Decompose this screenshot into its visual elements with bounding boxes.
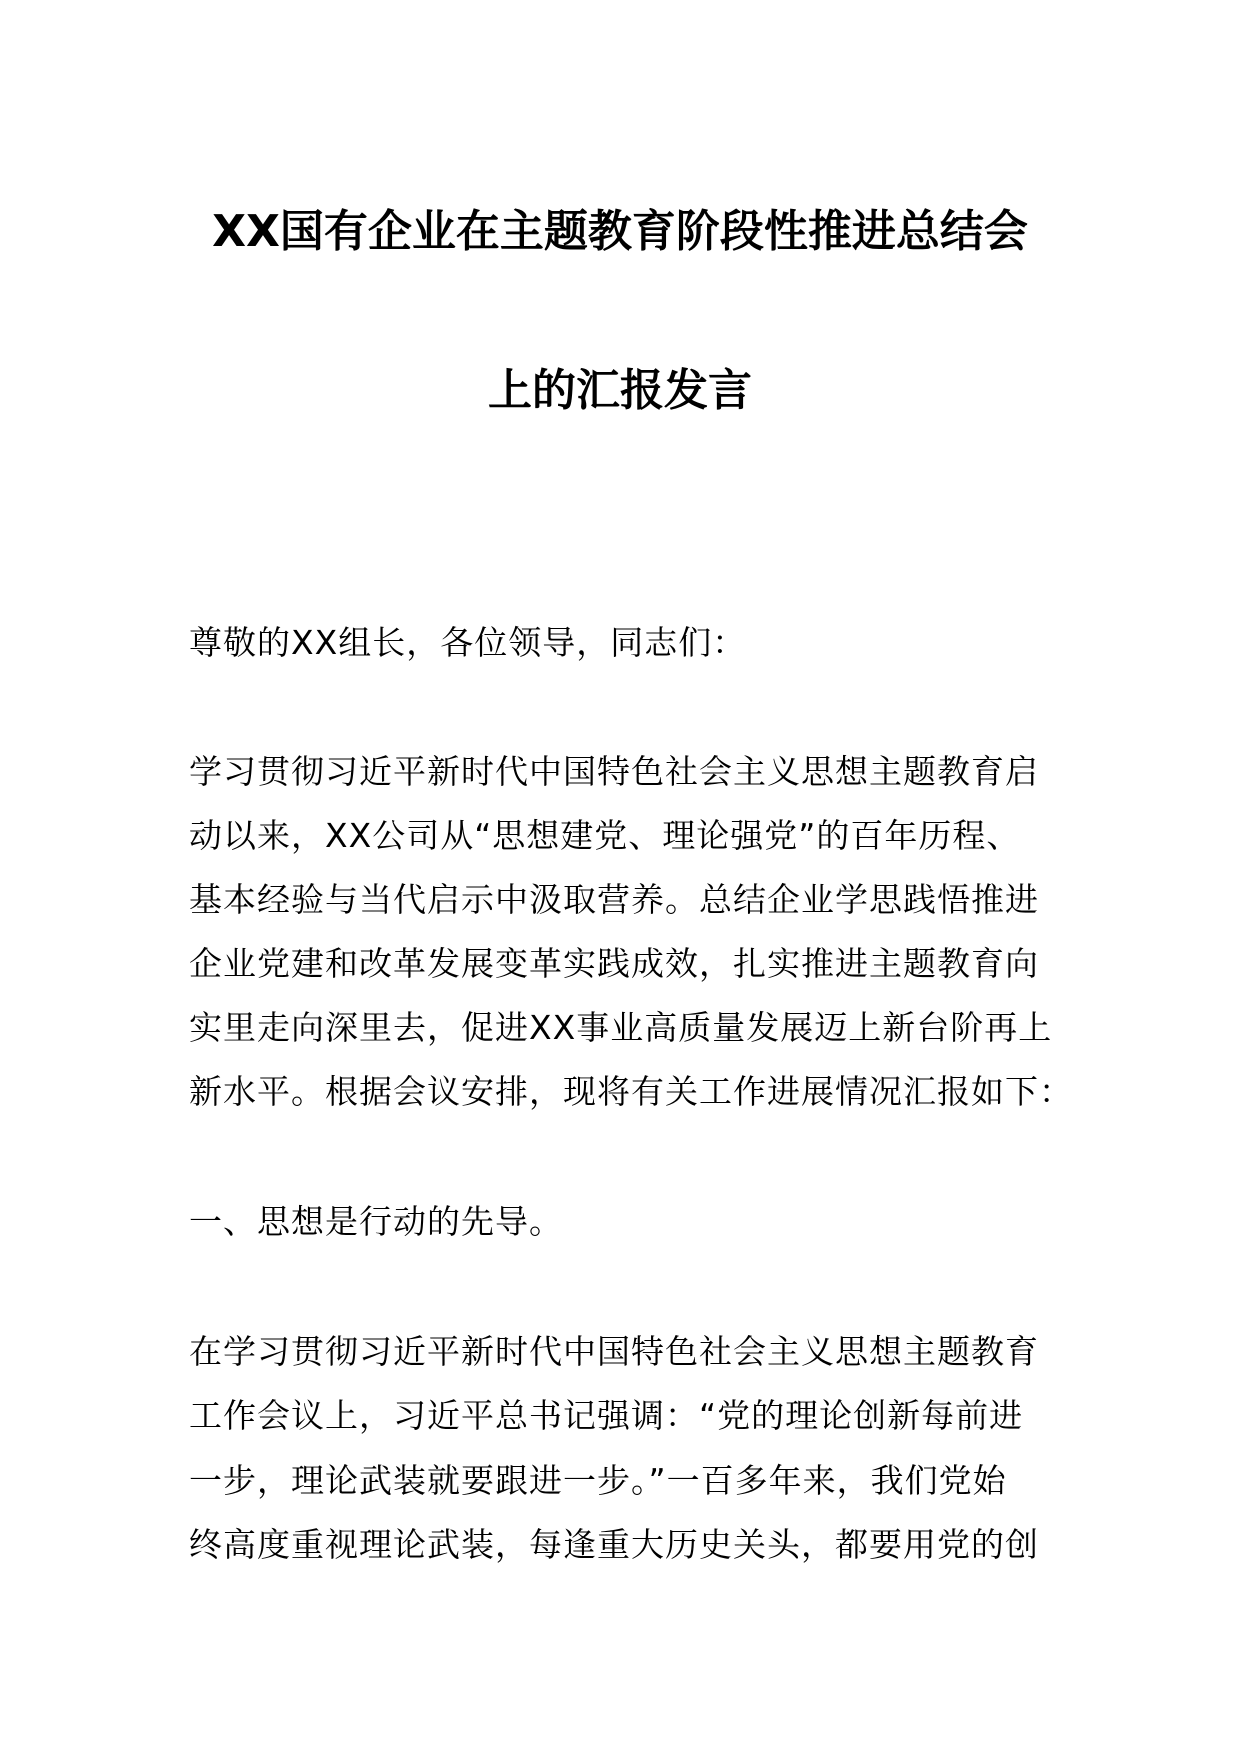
greeting: 尊敬的XX组长，各位领导，同志们： [189,623,747,662]
paragraph-line: 基本经验与当代启示中汲取营养。总结企业学思践悟推进 [189,880,1039,919]
paragraph-line: 企业党建和改革发展变革实践成效，扎实推进主题教育向 [189,944,1039,983]
paragraph-line: 学习贯彻习近平新时代中国特色社会主义思想主题教育启 [189,752,1039,791]
paragraph-line: 一步，理论武装就要跟进一步。”一百多年来，我们党始 [189,1461,1007,1500]
paragraph-line: 实里走向深里去，促进XX事业高质量发展迈上新台阶再上 [189,1008,1053,1047]
paragraph-line: 终高度重视理论武装，每逢重大历史关头，都要用党的创 [189,1525,1039,1564]
paragraph-line: 新水平。根据会议安排，现将有关工作进展情况汇报如下： [189,1072,1073,1111]
section-heading: 一、思想是行动的先导。 [189,1202,563,1241]
paragraph-line: 动以来，XX公司从“思想建党、理论强党”的百年历程、 [189,816,1021,855]
paragraph-line: 在学习贯彻习近平新时代中国特色社会主义思想主题教育 [189,1332,1039,1371]
document-title-line-2: 上的汇报发言 [488,365,752,416]
paragraph-line: 工作会议上，习近平总书记强调：“党的理论创新每前进 [189,1396,1024,1435]
document-title-line-1: XX国有企业在主题教育阶段性推进总结会 [212,206,1028,257]
